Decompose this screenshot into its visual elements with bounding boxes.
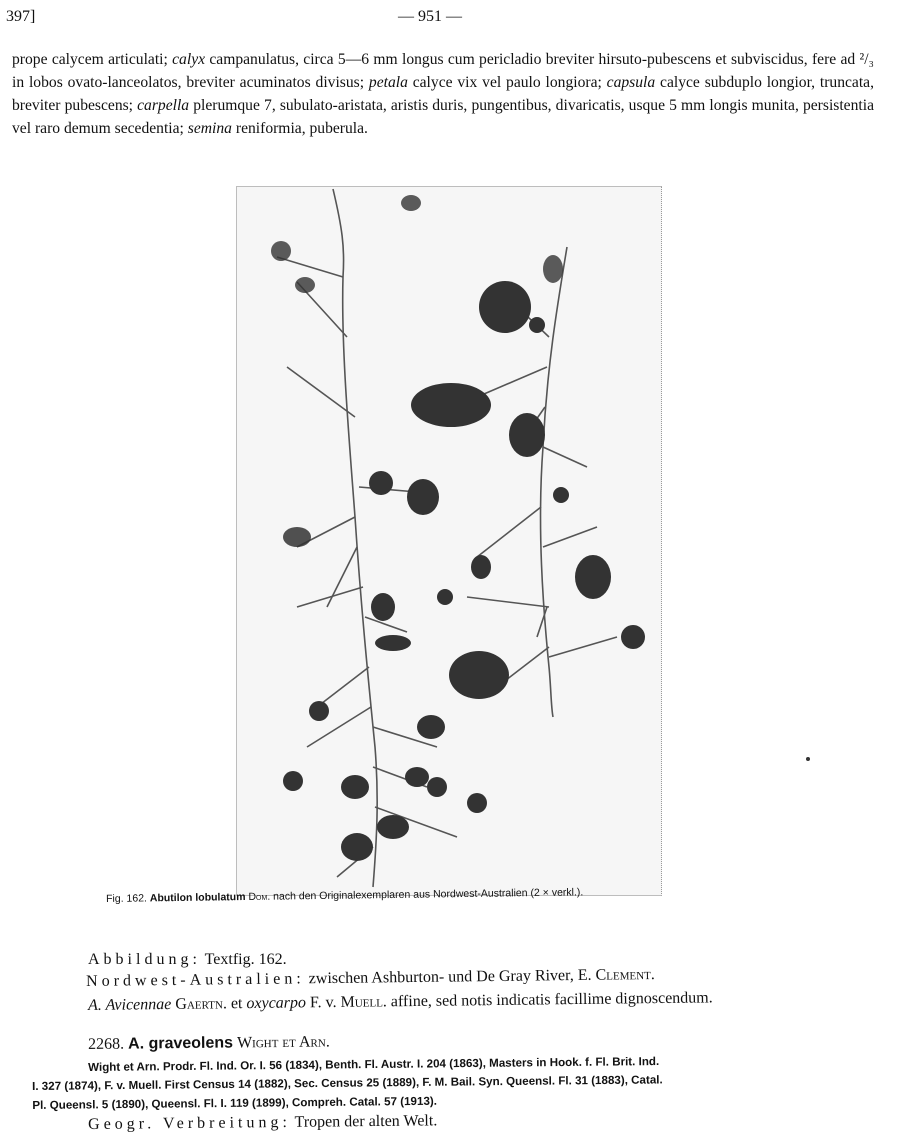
- abbildung-line: [88, 951, 287, 969]
- distribution-text: Tropen der alten Welt.: [294, 1112, 438, 1131]
- speck: [806, 757, 810, 761]
- region-text: zwischen Ashburton- und De Gray River, E.: [308, 966, 592, 988]
- page-section-number: 397]: [6, 8, 36, 25]
- species-author: Wight et Arn.: [236, 1033, 330, 1052]
- references-block: [32, 1068, 898, 1115]
- figure-species: Abutilon lobulatum: [149, 891, 246, 905]
- description-text: calyce subduplo longior, truncata, breviter pubescens;: [12, 74, 874, 114]
- conjunction: et: [230, 995, 243, 1013]
- term-carpella: carpella: [137, 97, 190, 114]
- species-entry: [88, 1033, 330, 1054]
- figure-label: Fig. 162.: [106, 892, 148, 905]
- description-paragraph: [12, 48, 874, 140]
- term-semina: semina: [187, 120, 232, 137]
- reference-line: I. 327 (1874), F. v. Muell. First Census 14 (1882), Sec. Census 25 (1889), F. M. Bail. Syn. Queensl. Fl. 31 (1883), Catal.: [32, 1073, 663, 1093]
- abbildung-label: Abbildung:: [88, 951, 201, 968]
- punctuation: .: [650, 966, 655, 984]
- affinity-line: [88, 989, 713, 1015]
- term-calyx: calyx: [172, 51, 206, 68]
- figure-author: Dom.: [248, 890, 271, 904]
- collector-name: Clement: [595, 966, 651, 984]
- page-number: — 951 —: [398, 8, 462, 25]
- author-muell: Muell.: [340, 993, 387, 1011]
- species-oxycarpo: oxycarpo: [246, 994, 307, 1013]
- term-capsula: capsula: [606, 74, 656, 91]
- specimen-figure: [236, 186, 662, 896]
- figure-caption: [106, 886, 583, 905]
- distribution-label: Geogr. Verbreitung:: [88, 1113, 291, 1133]
- author-prefix: F. v.: [309, 993, 337, 1012]
- description-text: campanulatus, circa 5—6 mm longus cum pericladio breviter hirsuto-pubescens et subviscidus, fere ad: [205, 51, 860, 68]
- description-text: in lobos ovato-lanceolatos, breviter acuminatos divisus;: [12, 74, 369, 91]
- fraction: ²/₃: [859, 51, 874, 68]
- geographic-distribution: [88, 1112, 437, 1134]
- abbildung-text: Textfig. 162.: [204, 951, 287, 968]
- figure-caption-text: nach den Originalexemplaren aus Nordwest-Australien (2 × verkl.).: [273, 886, 584, 903]
- description-text: prope calycem articulati;: [12, 51, 173, 68]
- description-text: calyce vix vel paulo longiora;: [407, 74, 607, 91]
- reference-line: Wight et Arn. Prodr. Fl. Ind. Or. I. 56 (1834), Benth. Fl. Austr. I. 204 (1863), Masters in Hook. f. Fl. Brit. Ind.: [88, 1055, 660, 1074]
- region-label: Nordwest-Australien:: [86, 970, 305, 990]
- description-text: reniformia, puberula.: [231, 120, 368, 137]
- distribution-line: [86, 966, 655, 991]
- reference-line: Pl. Queensl. 5 (1890), Queensl. Fl. I. 119 (1899), Compreh. Catal. 57 (1913).: [32, 1094, 438, 1112]
- term-petala: petala: [368, 74, 408, 91]
- species-avicennae: A. Avicennae: [88, 995, 172, 1014]
- species-name: A. graveolens: [127, 1034, 234, 1053]
- description-text: plerumque 7, subulato-aristata, aristis duris, pungentibus, divaricatis, usque 5 mm longis munita, persistentia vel raro demum secedentia;: [12, 97, 874, 137]
- affinity-text: affine, sed notis indicatis facillime dignoscendum.: [390, 989, 713, 1011]
- author-gaertn: Gaertn.: [175, 995, 227, 1013]
- entry-number: 2268.: [88, 1035, 125, 1053]
- plant-specimen-illustration: [237, 187, 661, 895]
